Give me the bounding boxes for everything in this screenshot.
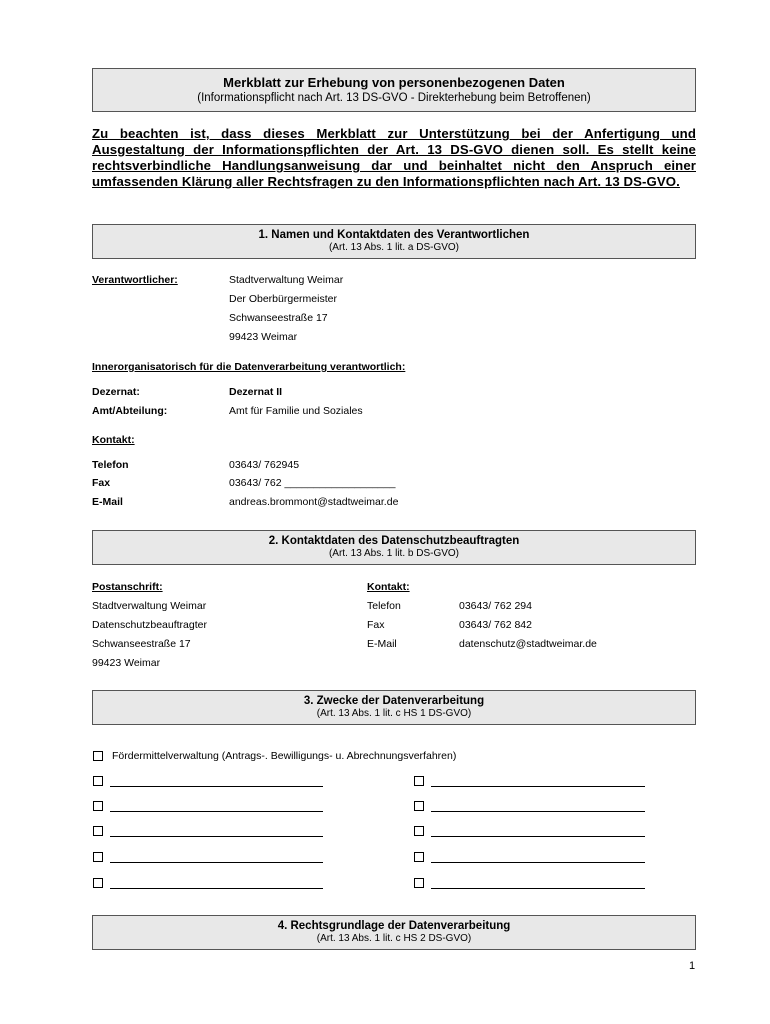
- purpose-checkbox[interactable]: [93, 826, 103, 836]
- notice-paragraph: Zu beachten ist, dass dieses Merkblatt zur Unterstützung bei der Anfertigung und Ausgestaltung der Informationspflichten der Art. 13 DS-GVO dienen soll. Es stellt keine rechtsverbindliche Handlungsanweisung dar und beinhaltet nicht den Anspruch einer umfassenden Klärung aller Rechtsfragen zu den Informationspflichten nach Art. 13 DS-GVO.: [92, 126, 696, 189]
- purpose-checkbox[interactable]: [93, 801, 103, 811]
- postal-line: Schwanseestraße 17: [92, 638, 191, 650]
- telefon-label: Telefon: [92, 459, 129, 471]
- document-title: Merkblatt zur Erhebung von personenbezogenen Daten: [223, 75, 565, 90]
- section2-subtitle: (Art. 13 Abs. 1 lit. b DS-GVO): [328, 548, 460, 559]
- section2-title: 2. Kontaktdaten des Datenschutzbeauftragten: [268, 535, 520, 547]
- kontakt-heading: Kontakt:: [92, 434, 135, 446]
- amt-label: Amt/Abteilung:: [92, 405, 168, 417]
- contact-value: 03643/ 762 842: [459, 619, 532, 631]
- section1-title: 1. Namen und Kontaktdaten des Verantwortlichen: [258, 229, 530, 241]
- purpose-blank-line[interactable]: [431, 888, 645, 889]
- contact-label: Telefon: [367, 600, 401, 612]
- purpose-blank-line[interactable]: [110, 862, 323, 863]
- section3-subtitle: (Art. 13 Abs. 1 lit. c HS 1 DS-GVO): [316, 708, 472, 719]
- contact-heading: Kontakt:: [367, 581, 410, 593]
- purpose-checkbox[interactable]: [93, 852, 103, 862]
- postal-line: 99423 Weimar: [92, 657, 161, 669]
- contact-value: 03643/ 762 294: [459, 600, 532, 612]
- responsible-address-line: Der Oberbürgermeister: [229, 293, 337, 305]
- dezernat-value: Dezernat II: [229, 386, 283, 398]
- section4-header: [92, 915, 696, 950]
- inner-org-heading: Innerorganisatorisch für die Datenverarbeitung verantwortlich:: [92, 361, 406, 373]
- document-subtitle: (Informationspflicht nach Art. 13 DS-GVO - Direkterhebung beim Betroffenen): [197, 92, 591, 104]
- purpose-checkbox[interactable]: [414, 826, 424, 836]
- page-number: 1: [689, 960, 696, 972]
- responsible-label: Verantwortlicher:: [92, 274, 178, 286]
- contact-value: datenschutz@stadtweimar.de: [459, 638, 597, 650]
- purpose-blank-line[interactable]: [110, 811, 323, 812]
- purpose-blank-line[interactable]: [431, 836, 645, 837]
- section3-title: 3. Zwecke der Datenverarbeitung: [303, 695, 485, 707]
- purpose-blank-line[interactable]: [110, 888, 323, 889]
- purpose-blank-line[interactable]: [110, 836, 323, 837]
- responsible-address-line: Stadtverwaltung Weimar: [229, 274, 344, 286]
- purpose-option-label: Fördermittelverwaltung (Antrags-. Bewilligungs- u. Abrechnungsverfahren): [112, 750, 457, 762]
- responsible-address-line: 99423 Weimar: [229, 331, 298, 343]
- purpose-blank-line[interactable]: [431, 811, 645, 812]
- section1-subtitle: (Art. 13 Abs. 1 lit. a DS-GVO): [328, 242, 460, 253]
- responsible-address-line: Schwanseestraße 17: [229, 312, 328, 324]
- fax-label: Fax: [92, 477, 111, 489]
- section2-header: [92, 530, 696, 565]
- purpose-checkbox[interactable]: [414, 776, 424, 786]
- amt-value: Amt für Familie und Soziales: [229, 405, 363, 417]
- purpose-checkbox[interactable]: [414, 878, 424, 888]
- postal-line: Datenschutzbeauftragter: [92, 619, 207, 631]
- contact-label: E-Mail: [367, 638, 397, 650]
- email-value: andreas.brommont@stadtweimar.de: [229, 496, 399, 508]
- purpose-checkbox[interactable]: [93, 878, 103, 888]
- purpose-blank-line[interactable]: [110, 786, 323, 787]
- email-label: E-Mail: [92, 496, 123, 508]
- purpose-checkbox[interactable]: [414, 852, 424, 862]
- purpose-blank-line[interactable]: [431, 786, 645, 787]
- section1-header: [92, 224, 696, 259]
- purpose-checkbox[interactable]: [414, 801, 424, 811]
- section3-header: [92, 690, 696, 725]
- telefon-value: 03643/ 762945: [229, 459, 300, 471]
- purpose-checkbox[interactable]: [93, 776, 103, 786]
- section4-title: 4. Rechtsgrundlage der Datenverarbeitung: [277, 920, 511, 932]
- purpose-blank-line[interactable]: [431, 862, 645, 863]
- contact-label: Fax: [367, 619, 385, 631]
- dezernat-label: Dezernat:: [92, 386, 140, 398]
- purpose-checkbox[interactable]: [93, 751, 103, 761]
- header-box: [92, 68, 696, 112]
- fax-value: 03643/ 762 ___________________: [229, 477, 396, 489]
- postal-heading: Postanschrift:: [92, 581, 163, 593]
- postal-line: Stadtverwaltung Weimar: [92, 600, 207, 612]
- section4-subtitle: (Art. 13 Abs. 1 lit. c HS 2 DS-GVO): [316, 933, 472, 944]
